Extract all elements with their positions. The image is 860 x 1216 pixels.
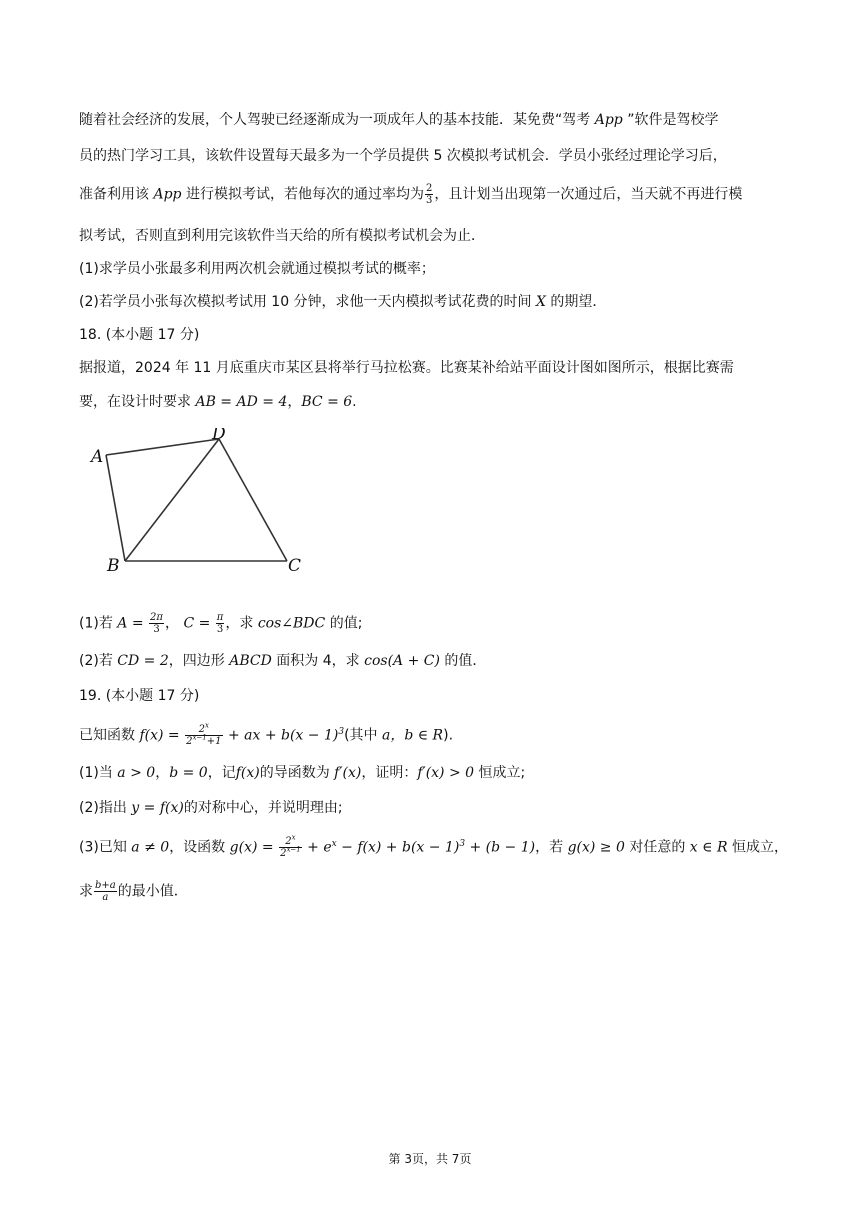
segment-bd xyxy=(125,439,219,561)
text: 18. (本小题 17 分) xyxy=(79,327,200,343)
p17-intro-line3 xyxy=(79,183,742,206)
p17-intro-line4 xyxy=(79,226,485,246)
text: 已知函数 xyxy=(79,727,135,744)
text: 恒成立; xyxy=(478,765,526,781)
math-app: App xyxy=(594,112,623,128)
text: 对任意的 xyxy=(629,839,686,856)
p18-intro-line1 xyxy=(79,358,734,378)
text: 进行模拟考试，若他每次的通过率均为 xyxy=(185,186,424,203)
label-b: B xyxy=(107,556,120,576)
text: 随着社会经济的发展，个人驾驶已经逐渐成为一项成年人的基本技能．某免费“驾考 xyxy=(79,112,591,128)
page-footer: 第 3页，共 7页 xyxy=(388,1152,472,1166)
math: y = f(x) xyxy=(131,800,184,816)
text: 的期望． xyxy=(550,294,607,310)
frac-den: a xyxy=(102,892,109,903)
fraction-ba-a xyxy=(94,880,117,903)
text: ，四边形 xyxy=(168,653,225,669)
frac-num: π xyxy=(216,612,224,623)
math-cond: AB = AD = 4 xyxy=(195,394,288,410)
label-d: D xyxy=(212,428,226,444)
p18-q2 xyxy=(79,651,486,671)
math: + (b − 1) xyxy=(469,839,536,856)
math-cond: BC = 6 xyxy=(301,394,353,410)
text: . xyxy=(352,394,357,410)
text: ，证明： xyxy=(361,765,418,781)
text: 的值; xyxy=(329,615,363,632)
text: 的对称中心，并说明理由; xyxy=(183,800,343,816)
text: ，记 xyxy=(207,765,236,781)
text: 面积为 4，求 xyxy=(276,653,360,669)
frac-den: 3 xyxy=(153,624,160,635)
exp: x−1 xyxy=(286,845,301,854)
math: f(x) = xyxy=(139,727,180,744)
text: (1)若 xyxy=(79,615,113,632)
text: 的最小值． xyxy=(117,883,188,900)
fraction-two-thirds xyxy=(425,183,433,206)
exp: 3 xyxy=(338,726,345,737)
math: f′(x) > 0 xyxy=(417,765,475,781)
exp: 3 xyxy=(459,838,466,849)
text: ，求 xyxy=(225,615,254,632)
math: cos(A + C) xyxy=(364,653,440,669)
fraction-pi-3 xyxy=(216,612,225,635)
math: a ≠ 0 xyxy=(131,839,170,856)
math: + e xyxy=(307,839,332,856)
text: (1)求学员小张最多利用两次机会就通过模拟考试的概率； xyxy=(79,261,435,277)
base: 2 xyxy=(280,848,287,859)
text: ”软件是驾校学 xyxy=(627,112,719,128)
p19-function-def xyxy=(79,721,454,747)
frac-den: 3 xyxy=(216,624,224,635)
frac-den: 3 xyxy=(425,195,433,206)
math: − f(x) + b(x − 1) xyxy=(341,839,460,856)
text: 准备利用该 xyxy=(79,186,149,203)
base: 2 xyxy=(285,836,292,847)
fraction-g xyxy=(279,833,302,859)
text: 19. (本小题 17 分) xyxy=(79,688,200,704)
math: a > 0 xyxy=(117,765,156,781)
segment-dc xyxy=(219,439,287,561)
tail: +1 xyxy=(206,736,222,747)
text: 拟考试，否则直到利用完该软件当天给的所有模拟考试机会为止． xyxy=(79,228,485,244)
math: f′(x) xyxy=(334,765,362,781)
math: a，b ∈ R xyxy=(381,727,444,744)
frac-num: b+a xyxy=(95,880,116,891)
segment-ad xyxy=(106,439,219,455)
p18-intro-line2 xyxy=(79,392,357,412)
text: 据报道，2024 年 11 月底重庆市某区县将举行马拉松赛。比赛某补给站平面设计图如图所示，根据比赛需 xyxy=(79,360,734,376)
math: g(x) = xyxy=(229,839,274,856)
text: ，设函数 xyxy=(169,839,226,856)
label-a: A xyxy=(91,447,104,467)
text: ，若 xyxy=(535,839,564,856)
p19-q3-line2 xyxy=(79,880,188,903)
math: g(x) ≥ 0 xyxy=(567,839,625,856)
p19-q2 xyxy=(79,798,343,818)
p19-q1 xyxy=(79,763,525,783)
quadrilateral-figure xyxy=(82,428,322,582)
exp: x xyxy=(205,721,209,730)
math-app: App xyxy=(153,186,182,203)
text: (2)指出 xyxy=(79,800,127,816)
p17-intro-line1 xyxy=(79,110,718,130)
text: (2)若 xyxy=(79,653,113,669)
text: ). xyxy=(443,727,454,744)
math: + ax + b(x − 1) xyxy=(227,727,339,744)
exp: x−1 xyxy=(192,733,207,742)
p17-q1 xyxy=(79,259,435,279)
math: f(x) xyxy=(235,765,260,781)
frac-num: 2π xyxy=(150,612,163,623)
p19-q3 xyxy=(79,833,788,859)
p18-q1 xyxy=(79,612,362,635)
math-var: X xyxy=(536,294,546,310)
text: (2)若学员小张每次模拟考试用 10 分钟，求他一天内模拟考试花费的时间 xyxy=(79,294,532,310)
quadrilateral-svg xyxy=(82,428,322,578)
math: A = xyxy=(117,615,144,632)
text: 恒成立， xyxy=(731,839,788,856)
text: ， xyxy=(155,765,170,781)
text: 要，在设计时要求 xyxy=(79,394,191,410)
p18-header xyxy=(79,325,199,345)
exp: x xyxy=(291,833,296,842)
base: 2 xyxy=(186,736,193,747)
fraction-f xyxy=(185,721,222,747)
text: 的导函数为 xyxy=(259,765,330,781)
text: (1)当 xyxy=(79,765,113,781)
text: 求 xyxy=(79,883,93,900)
frac-num: 2 xyxy=(425,183,433,194)
frac-den xyxy=(279,845,302,859)
segment-ab xyxy=(106,455,125,561)
p17-intro-line2 xyxy=(79,146,727,166)
base: 2 xyxy=(198,724,205,735)
math: cos∠BDC xyxy=(257,615,326,632)
math: C = xyxy=(183,615,211,632)
math: b = 0 xyxy=(169,765,208,781)
math: x ∈ R xyxy=(689,839,728,856)
text: 的值． xyxy=(444,653,487,669)
text: ， xyxy=(164,615,179,632)
text: 员的热门学习工具，该软件设置每天最多为一个学员提供 5 次模拟考试机会．学员小张经过理论学习后， xyxy=(79,148,727,164)
math: CD = 2 xyxy=(117,653,169,669)
text: (3)已知 xyxy=(79,839,127,856)
exp: x xyxy=(331,838,337,849)
text: ，且计划当出现第一次通过后，当天就不再进行模 xyxy=(434,186,743,203)
text: ， xyxy=(287,394,302,410)
text: (其中 xyxy=(344,727,378,744)
p19-header xyxy=(79,686,199,706)
math: ABCD xyxy=(229,653,272,669)
frac-den xyxy=(185,733,222,747)
p17-q2 xyxy=(79,292,606,312)
fraction-2pi-3 xyxy=(149,612,164,635)
label-c: C xyxy=(288,556,302,576)
